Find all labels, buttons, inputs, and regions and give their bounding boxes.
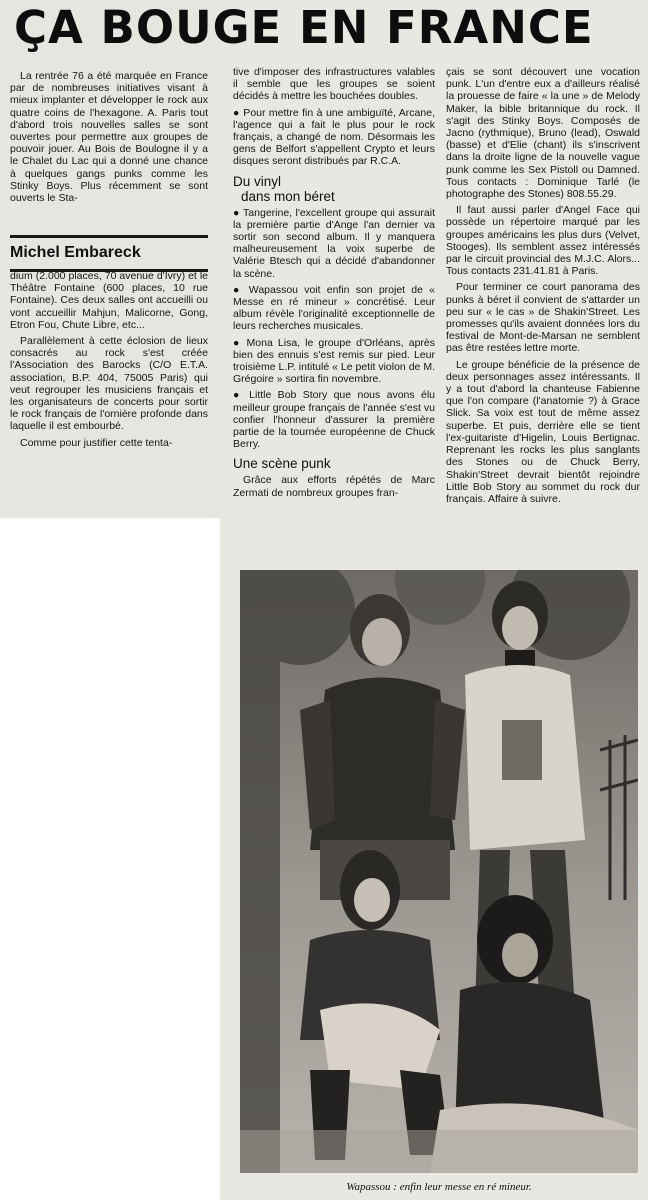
photo-ground: [240, 1130, 638, 1173]
band-photo-illustration: [240, 570, 638, 1173]
photo-caption: Wapassou : enfin leur messe en ré mineur.: [346, 1181, 532, 1193]
col2-paragraph-5: ● Mona Lisa, le groupe d'Orléans, après bien des ennuis s'est remis sur pied. Leur troisième L.P. intitulé « Le petit violon de M. Grégoire » sortira fin novembre.: [233, 336, 435, 386]
subhead-une-scene-punk: Une scène punk: [233, 456, 331, 472]
byline: Michel Embareck: [10, 235, 208, 272]
column-3: [446, 66, 640, 563]
col3-paragraph-3: Pour terminer ce court panorama des punks à béret il convient de s'attarder un peu sur « le cas » de Shakin'Street. Les promesses qu'ils avaient données lors du festival de Mont-de-Marsan ne semblent pas être restées lettre morte.: [446, 281, 640, 355]
col2-paragraph-2: ● Pour mettre fin à une ambiguïté, Arcane, l'agence qui a fait le plus pour le rock français, a changé de nom. Désormais les gens de Belfort s'appellent Crypto et leurs disques seront distribués par R.C.A.: [233, 106, 435, 168]
column-2: [233, 66, 435, 563]
col2-paragraph-3: ● Tangerine, l'excellent groupe qui assurait la première partie d'Ange l'an dernier va sortir son second album. Il y manquera malheureusement la voix superbe de Valérie Btesch qui a décidé d'abandonner la scène.: [233, 206, 435, 280]
subhead-du-vinyl: [233, 174, 435, 204]
col2-paragraph-4: ● Wapassou voit enfin son projet de « Messe en ré mineur » concrétisé. Leur album révèle l'originalité exceptionnelle de leurs recherches musicales.: [233, 283, 435, 333]
col3-paragraph-4: Le groupe bénéficie de la présence de deux personnages assez intéressants. Il y a tout d'abord la chanteuse Fabienne que l'on compare (l'anatomie ?) à Grace Slick. Sa voix est tout de même assez superbe. Et puis, derrière elle se tient l'ex-guitariste d'Higelin, Louis Bertignac. Reprenant les rocks les plus sanglants des Stones ou de Chuck Berry, Shakin'Street devrait bientôt rejoindre Little Bob Story au sommet du rock dur français. Affaire à suivre.: [446, 358, 640, 505]
col1-paragraph-1: La rentrée 76 a été marquée en France par de nombreuses initiatives visant à mieux implanter et développer le rock aux quatre coins de l'hexagone. A. Paris tout d'abord trois nouvelles salles se sont ouvertes pour permettre aux groupes de pouvoir jouer. Au Bois de Boulogne il y a le Chalet du Lac qui a donné une chance à quelques gangs punks comme les Stinky Boys. Plus récemment se sont ouverts le Sta-: [10, 70, 208, 205]
subhead-du-vinyl-line-1: Du vinyl: [233, 173, 282, 189]
headline: ÇA BOUGE EN FRANCE: [14, 1, 594, 54]
col2-paragraph-1: tive d'imposer des infrastructures valables il semble que les groupes se soient décidés à mettre les bouchées doubles.: [233, 66, 435, 103]
col1-paragraph-4: Comme pour justifier cette tenta-: [20, 436, 173, 449]
column-1-top: [10, 70, 208, 230]
band-photo: [240, 570, 638, 1173]
col2-paragraph-6: ● Little Bob Story que nous avons élu meilleur groupe français de l'année s'est vu confier l'honneur d'assurer la première partie de la tournée européenne de Chuck Berry.: [233, 389, 435, 451]
column-1-bottom: [10, 270, 208, 470]
subhead-du-vinyl-line-2: dans mon béret: [241, 188, 335, 204]
col2-paragraph-7: Grâce aux efforts répétés de Marc Zermati de nombreux groupes fran-: [233, 474, 435, 499]
col1-paragraph-3: Parallèlement à cette éclosion de lieux consacrés au rock s'est créée l'Association des Barocks (C/O E.T.A. association, B.P. 404, 75005 Paris) qui veut regrouper les musiciens français et les organisateurs de concerts pour sortir le rock français de l'ornière profonde dans laquelle il est embourbé.: [10, 335, 208, 433]
col3-paragraph-2: Il faut aussi parler d'Angel Face qui possède un répertoire marqué par les groupes américains les plus durs (Velvet, Stooges). Ils semblent assez intéressés par le circuit provincial des M.J.C. Alors... Tous contacts 231.41.81 à Paris.: [446, 204, 640, 278]
col3-paragraph-1: çais se sont découvert une vocation punk. L'un d'entre eux a d'ailleurs réalisé la prouesse de faire « la une » de Melody Maker, la bible britannique du rock. Il s'agit des Stinky Boys. Composés de Jacno (rythmique), Bruno (lead), Oswald (basse) et d'Elie (chant) ils s'inscrivent dans la droite ligne de la nouvelle vague punk comme les Sex Pistoll ou Damned. Tous contacts : Dominique Tarlé (le photographe des Stones) 808.55.29.: [446, 66, 640, 201]
col1-paragraph-2: dium (2.000 places, 70 avenue d'Ivry) et le Théâtre Fontaine (600 places, 10 rue Fontaine). Ces deux salles ont accueilli ou vont accueillir Mahjun, Malicorne, Gong, Etron Fou, Chute Libre, etc...: [10, 270, 208, 331]
